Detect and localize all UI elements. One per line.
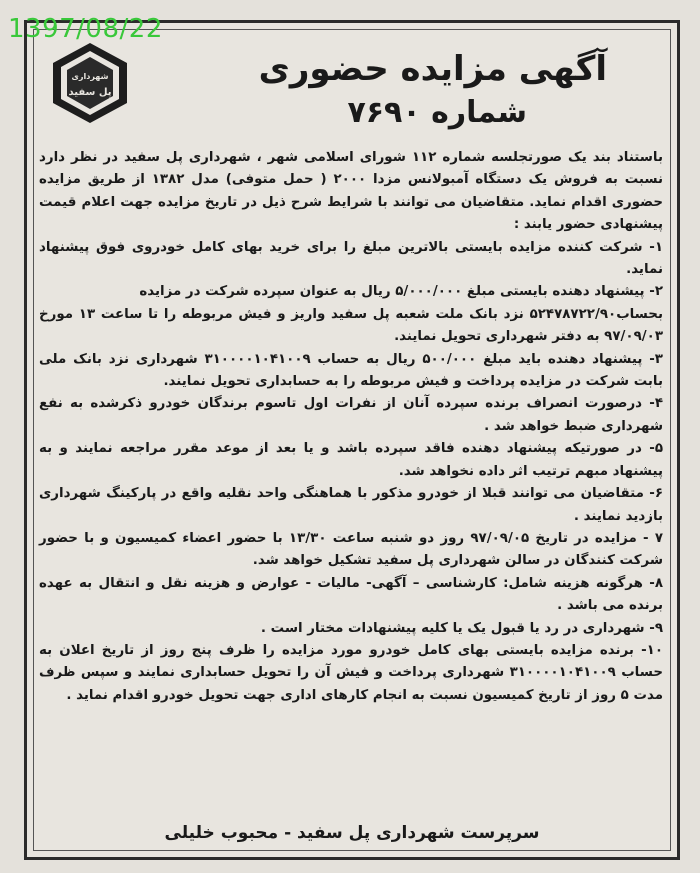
date-stamp: 1397/08/22 bbox=[8, 14, 163, 44]
condition-item: ۳- پیشنهاد دهنده باید مبلغ ۵۰۰/۰۰۰ ریال به حساب ۳۱۰۰۰۰۱۰۴۱۰۰۹ شهرداری نزد بانک ملی بابت شرکت در مزایده پرداخت و فیش مربوطه را به حسابداری تحویل نمایند. bbox=[39, 351, 663, 390]
condition-item: ۵- در صورتیکه پیشنهاد دهنده فاقد سپرده باشد و یا بعد از موعد مقرر مراجعه نمایند و به پیشنهاد مبهم ترتیب اثر داده نخواهد شد. bbox=[39, 441, 663, 479]
condition-item: ۱- شرکت کننده مزایده بایستی بالاترین مبلغ را برای خرید بهای کامل خودروی فوق پیشنهاد نماید. bbox=[39, 239, 663, 278]
condition-item: ۹- شهرداری در رد یا قبول یک یا کلیه پیشنهادات مختار است . bbox=[260, 620, 663, 636]
condition-item: بحساب۵۲۴۷۸۷۲۲/۹۰ نزد بانک ملت شعبه پل سفید واریز و فیش مربوطه را تا ساعت ۱۳ مورخ ۹۷/۰۹/۰۳ به دفتر شهرداری تحویل نمایند. bbox=[39, 306, 663, 345]
condition-item: ۱۰- برنده مزایده بایستی بهای کامل خودرو مورد مزایده را ظرف پنج روز از تاریخ اعلان به حساب ۳۱۰۰۰۰۱۰۴۱۰۰۹ شهرداری پرداخت و فیش آن را تحویل حسابداری نمایند و سپس ظرف مدت ۵ روز از تاریخ کمیسیون نسبت به انجام کارهای اداری جهت تحویل خودرو اقدام نماید . bbox=[39, 642, 663, 703]
ad-body bbox=[39, 147, 663, 707]
ad-title: آگهی مزایده حضوری bbox=[258, 49, 607, 89]
condition-item: ۷ - مزایده در تاریخ ۹۷/۰۹/۰۵ روز دو شنبه ساعت ۱۳/۳۰ با حضور اعضاء کمیسیون و با حضور شرکت کنندگان در سالن شهرداری پل سفید تشکیل خواهد شد. bbox=[39, 530, 663, 569]
logo-text-mid: پل سفید bbox=[68, 87, 112, 98]
condition-item: ۴- درصورت انصراف برنده سپرده آنان از نفرات اول تاسوم برندگان خودرو ذکرشده به نفع شهرداری ضبط خواهد شد . bbox=[39, 396, 663, 434]
municipality-emblem-icon bbox=[49, 41, 131, 125]
logo-text-top: شهرداری bbox=[71, 72, 109, 81]
ad-number: شماره ۷۶۹۰ bbox=[347, 95, 527, 130]
condition-item: ۲- پیشنهاد دهنده بایستی مبلغ ۵/۰۰۰/۰۰۰ ریال به عنوان سپرده شرکت در مزایده bbox=[139, 284, 663, 300]
condition-item: ۸- هرگونه هزینه شامل: کارشناسی – آگهی- مالیات - عوارض و هزینه نقل و انتقال به عهده برنده می باشد . bbox=[39, 575, 663, 614]
signature: سرپرست شهرداری پل سفید - محبوب خلیلی bbox=[164, 823, 540, 843]
condition-item: ۶- متقاضیان می توانند قبلا از خودرو مذکور با هماهنگی واحد نقلیه واقع در پارکینگ شهرداری بازدید نمایند . bbox=[39, 486, 663, 524]
intro-paragraph: باستناد بند یک صورتجلسه شماره ۱۱۲ شورای اسلامی شهر ، شهرداری پل سفید در نظر دارد نسبت به فروش یک دستگاه آمبولانس مزدا ۲۰۰۰ ( حمل متوفی) مدل ۱۳۸۲ از طریق مزایده حضوری اقدام نماید. متقاضیان می توانند با شرایط شرح ذیل در تاریخ مزایده جهت اعلام قیمت پیشنهادی حضور یابند : bbox=[39, 150, 663, 233]
advertisement-frame bbox=[24, 20, 680, 860]
